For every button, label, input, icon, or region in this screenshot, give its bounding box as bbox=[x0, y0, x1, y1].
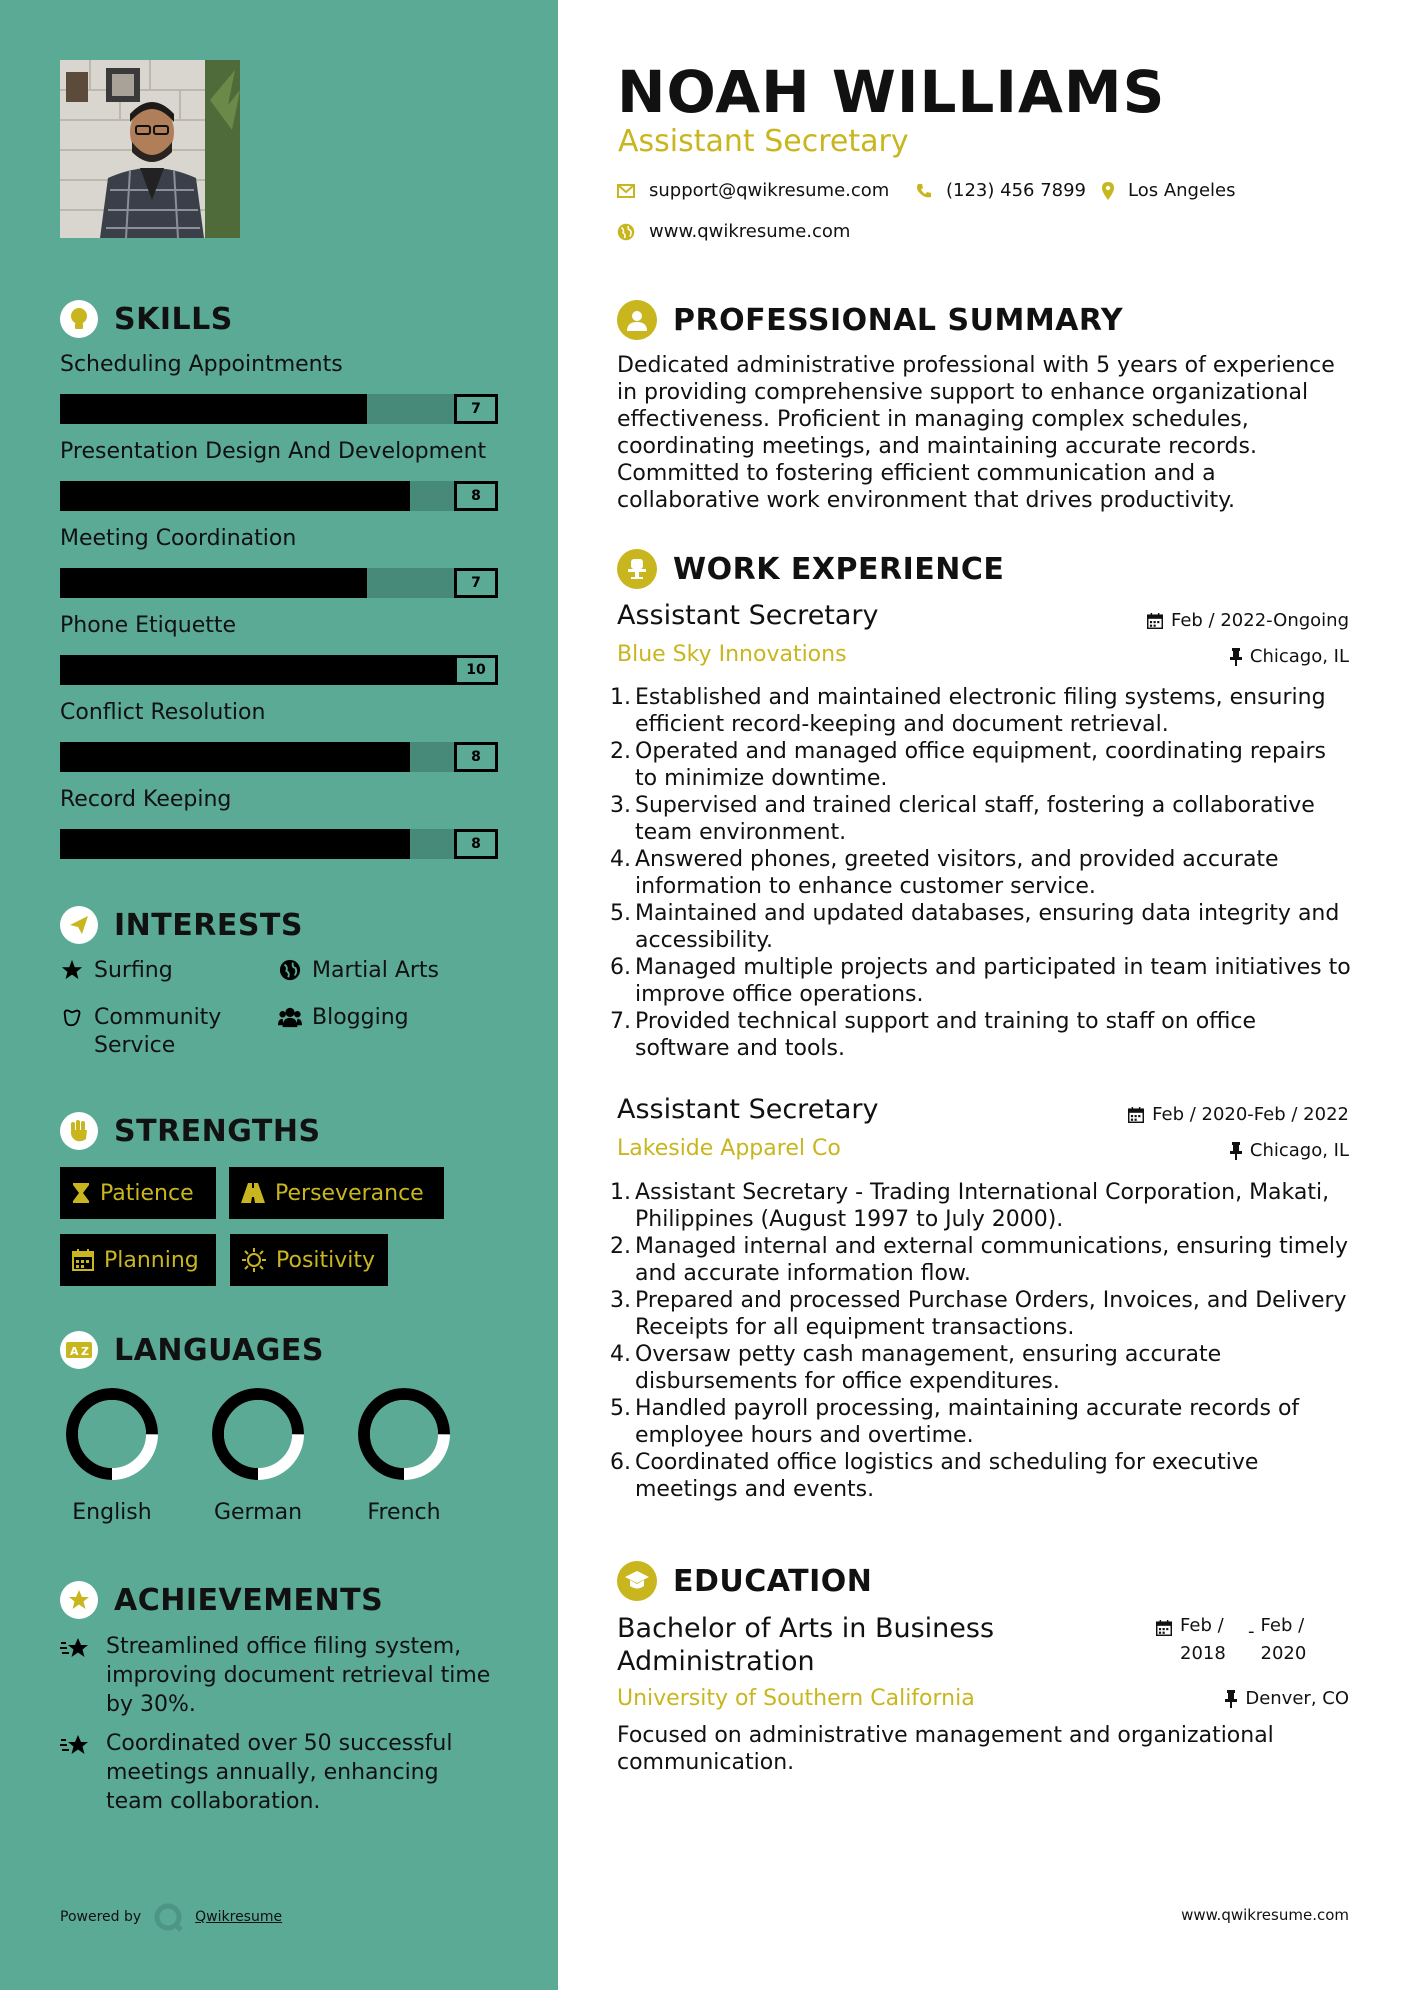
pushpin-icon bbox=[1225, 1690, 1237, 1708]
footer-website[interactable]: www.qwikresume.com bbox=[1181, 1906, 1349, 1924]
skills-heading bbox=[60, 300, 233, 338]
skill-level: 10 bbox=[454, 655, 498, 685]
users-icon bbox=[278, 1004, 302, 1028]
skill-level: 8 bbox=[454, 481, 498, 511]
skill-name: Conflict Resolution bbox=[60, 700, 266, 725]
qwikresume-logo-icon bbox=[153, 1902, 183, 1932]
language-ring-center bbox=[224, 1400, 292, 1468]
skill-item bbox=[60, 524, 498, 598]
strength-badge bbox=[230, 1234, 388, 1286]
job-bullet-text: Established and maintained electronic filing systems, ensuring efficient record-keeping and document retrieval. bbox=[635, 685, 1326, 737]
strength-label: Planning bbox=[104, 1247, 199, 1273]
achievement-item bbox=[60, 1632, 500, 1719]
job-bullet-text: Provided technical support and training to staff on office software and tools. bbox=[635, 1009, 1257, 1061]
translate-icon bbox=[60, 1331, 98, 1369]
job-date-text: Feb / 2020-Feb / 2022 bbox=[1152, 1104, 1349, 1125]
skill-name: Scheduling Appointments bbox=[60, 352, 343, 377]
skill-bar bbox=[60, 481, 498, 511]
interest-item bbox=[60, 1004, 260, 1060]
skill-item bbox=[60, 437, 498, 511]
education-title: EDUCATION bbox=[673, 1563, 873, 1599]
achievement-text: Streamlined office filing system, improving document retrieval time by 30%. bbox=[106, 1634, 491, 1717]
job-location-text: Chicago, IL bbox=[1249, 1140, 1349, 1161]
road-icon bbox=[241, 1183, 265, 1203]
language-ring bbox=[210, 1386, 306, 1482]
job-bullet: 5. Handled payroll processing, maintaining accurate records of employee hours and overtime. bbox=[610, 1395, 1355, 1449]
language-name: French bbox=[367, 1500, 441, 1525]
job-location bbox=[1230, 646, 1349, 667]
language-ring bbox=[64, 1386, 160, 1482]
interests-heading bbox=[60, 906, 303, 944]
education-end-year: 2020 bbox=[1260, 1643, 1307, 1664]
candidate-name: NOAH WILLIAMS bbox=[617, 58, 1166, 126]
skill-item bbox=[60, 785, 498, 859]
job-bullet: 4. Answered phones, greeted visitors, and provided accurate information to enhance customer service. bbox=[610, 846, 1355, 900]
skill-item bbox=[60, 611, 498, 685]
job-bullet: 2. Managed internal and external communications, ensuring timely and accurate information flow. bbox=[610, 1233, 1355, 1287]
profile-photo bbox=[60, 60, 240, 238]
skill-bar bbox=[60, 829, 498, 859]
job-bullet: 2. Operated and managed office equipment, coordinating repairs to minimize downtime. bbox=[610, 738, 1355, 792]
job-date bbox=[1147, 610, 1349, 631]
education-end-month: Feb / bbox=[1260, 1615, 1305, 1636]
fist-icon bbox=[60, 1112, 98, 1150]
interest-item bbox=[278, 1004, 409, 1032]
job-bullet: 4. Oversaw petty cash management, ensuring accurate disbursements for office expenditures. bbox=[610, 1341, 1355, 1395]
job-bullet-text: Answered phones, greeted visitors, and provided accurate information to enhance customer service. bbox=[635, 847, 1279, 899]
job-bullet: 5. Maintained and updated databases, ensuring data integrity and accessibility. bbox=[610, 900, 1355, 954]
job-bullets bbox=[610, 1179, 1355, 1503]
job-bullet: 1. Assistant Secretary - Trading International Corporation, Makati, Philippines (August 1997 to July 2000). bbox=[610, 1179, 1355, 1233]
skill-bar-fill bbox=[60, 742, 410, 772]
job-bullet-text: Operated and managed office equipment, coordinating repairs to minimize downtime. bbox=[635, 739, 1327, 791]
job-bullet: 6. Coordinated office logistics and scheduling for executive meetings and events. bbox=[610, 1449, 1355, 1503]
job-bullet: 7. Provided technical support and training to staff on office software and tools. bbox=[610, 1008, 1355, 1062]
achievement-text: Coordinated over 50 successful meetings annually, enhancing team collaboration. bbox=[106, 1731, 453, 1814]
education-description: Focused on administrative management and organizational communication. bbox=[617, 1723, 1274, 1775]
phone-icon bbox=[916, 183, 932, 199]
language-name: English bbox=[72, 1500, 152, 1525]
globe-icon bbox=[278, 957, 302, 981]
skill-name: Record Keeping bbox=[60, 787, 232, 812]
job-bullet-text: Managed internal and external communications, ensuring timely and accurate information flow. bbox=[635, 1234, 1349, 1286]
skill-bar-fill bbox=[60, 655, 498, 685]
skill-bar bbox=[60, 742, 498, 772]
paper-plane-icon bbox=[60, 906, 98, 944]
languages-heading bbox=[60, 1331, 324, 1369]
skill-level: 7 bbox=[454, 568, 498, 598]
envelope-icon bbox=[617, 184, 635, 198]
calendar-icon bbox=[1128, 1107, 1144, 1123]
summary-heading bbox=[617, 300, 1123, 340]
calendar-icon bbox=[72, 1249, 94, 1271]
sidebar bbox=[0, 0, 558, 1990]
language-ring bbox=[356, 1386, 452, 1482]
star-badge-icon bbox=[60, 1581, 98, 1619]
pushpin-icon bbox=[1230, 1142, 1242, 1160]
star-icon bbox=[60, 957, 84, 981]
job-bullet: 1. Established and maintained electronic filing systems, ensuring efficient record-keeping and document retrieval. bbox=[610, 684, 1355, 738]
skill-bar bbox=[60, 655, 498, 685]
skill-level: 8 bbox=[454, 742, 498, 772]
skill-bar-fill bbox=[60, 829, 410, 859]
skill-level: 7 bbox=[454, 394, 498, 424]
interest-label: Blogging bbox=[312, 1005, 409, 1030]
interest-item bbox=[60, 957, 173, 985]
job-company: Blue Sky Innovations bbox=[617, 642, 847, 667]
interest-label: Surfing bbox=[94, 958, 173, 983]
job-bullet: 3. Supervised and trained clerical staff, fostering a collaborative team environment. bbox=[610, 792, 1355, 846]
experience-title: WORK EXPERIENCE bbox=[673, 551, 1005, 587]
strengths-title: STRENGTHS bbox=[114, 1113, 321, 1149]
sun-icon bbox=[242, 1248, 266, 1272]
job-title: Assistant Secretary bbox=[617, 600, 879, 631]
job-location bbox=[1230, 1140, 1349, 1161]
education-location-text: Denver, CO bbox=[1245, 1688, 1349, 1709]
skill-bar-fill bbox=[60, 394, 367, 424]
location-text: Los Angeles bbox=[1128, 180, 1236, 201]
email-text: support@qwikresume.com bbox=[649, 180, 890, 201]
globe-icon bbox=[617, 223, 635, 241]
phone-text: (123) 456 7899 bbox=[946, 180, 1087, 201]
skill-name: Phone Etiquette bbox=[60, 613, 237, 638]
contact-website[interactable] bbox=[617, 221, 850, 242]
experience-heading bbox=[617, 549, 1004, 589]
svg-text:Z: Z bbox=[81, 1345, 89, 1358]
summary-title: PROFESSIONAL SUMMARY bbox=[673, 302, 1124, 338]
job-location-text: Chicago, IL bbox=[1249, 646, 1349, 667]
strength-label: Positivity bbox=[276, 1247, 376, 1273]
interest-label: Martial Arts bbox=[312, 958, 440, 983]
education-start-month: Feb / bbox=[1180, 1615, 1224, 1636]
skill-bar-fill bbox=[60, 568, 367, 598]
graduation-cap-icon bbox=[617, 1561, 657, 1601]
language-ring-center bbox=[370, 1400, 438, 1468]
interest-item bbox=[278, 957, 439, 985]
job-date bbox=[1128, 1104, 1349, 1125]
contact-location bbox=[1102, 180, 1236, 201]
job-bullet-text: Coordinated office logistics and scheduling for executive meetings and events. bbox=[635, 1450, 1259, 1502]
skill-item bbox=[60, 350, 498, 424]
strength-badge bbox=[229, 1167, 444, 1219]
hand-icon bbox=[60, 1004, 84, 1028]
job-bullet: 3. Prepared and processed Purchase Orders, Invoices, and Delivery Receipts for all equipment transactions. bbox=[610, 1287, 1355, 1341]
strength-label: Perseverance bbox=[275, 1180, 424, 1206]
skill-name: Presentation Design And Development bbox=[60, 439, 487, 464]
shooting-star-icon bbox=[60, 1729, 94, 1763]
language-name: German bbox=[213, 1500, 303, 1525]
job-bullet-text: Supervised and trained clerical staff, fostering a collaborative team environment. bbox=[635, 793, 1315, 845]
qwikresume-link[interactable]: Qwikresume bbox=[195, 1909, 283, 1925]
shooting-star-icon bbox=[60, 1632, 94, 1666]
powered-by bbox=[60, 1902, 282, 1932]
job-bullet-text: Prepared and processed Purchase Orders, Invoices, and Delivery Receipts for all equipment transactions. bbox=[635, 1288, 1347, 1340]
skill-name: Meeting Coordination bbox=[60, 526, 297, 551]
briefcase-icon bbox=[617, 549, 657, 589]
job-bullet-text: Maintained and updated databases, ensuring data integrity and accessibility. bbox=[635, 901, 1340, 953]
hourglass-icon bbox=[72, 1182, 90, 1204]
achievements-title: ACHIEVEMENTS bbox=[114, 1582, 384, 1618]
job-bullets bbox=[610, 684, 1355, 1062]
education-degree: Bachelor of Arts in Business Administration bbox=[617, 1613, 995, 1677]
education-start-year: 2018 bbox=[1180, 1643, 1226, 1664]
candidate-role: Assistant Secretary bbox=[618, 124, 909, 159]
svg-text:A: A bbox=[70, 1345, 79, 1358]
skills-title: SKILLS bbox=[114, 301, 233, 337]
powered-by-label: Powered by bbox=[60, 1909, 142, 1925]
languages-title: LANGUAGES bbox=[114, 1332, 324, 1368]
job-bullet-text: Managed multiple projects and participated in team initiatives to improve office operations. bbox=[635, 955, 1351, 1007]
strength-label: Patience bbox=[100, 1180, 194, 1206]
pushpin-icon bbox=[1230, 648, 1242, 666]
strength-badge bbox=[60, 1234, 216, 1286]
education-end bbox=[1261, 1612, 1307, 1668]
job-bullet-text: Assistant Secretary - Trading International Corporation, Makati, Philippines (August 1997 to July 2000). bbox=[635, 1180, 1330, 1232]
lightbulb-icon bbox=[60, 300, 98, 338]
job-date-text: Feb / 2022-Ongoing bbox=[1170, 610, 1349, 631]
job-bullet: 6. Managed multiple projects and participated in team initiatives to improve office operations. bbox=[610, 954, 1355, 1008]
contact-phone[interactable] bbox=[916, 180, 1086, 201]
calendar-icon bbox=[1147, 613, 1163, 629]
map-marker-icon bbox=[1102, 182, 1114, 200]
interests-title: INTERESTS bbox=[114, 907, 303, 943]
achievements-heading bbox=[60, 1581, 383, 1619]
skill-bar-fill bbox=[60, 481, 410, 511]
interest-label: Community Service bbox=[94, 1005, 222, 1058]
strengths-heading bbox=[60, 1112, 321, 1150]
education-school: University of Southern California bbox=[617, 1686, 975, 1711]
job-bullet-text: Oversaw petty cash management, ensuring accurate disbursements for office expenditures. bbox=[635, 1342, 1222, 1394]
summary-text: Dedicated administrative professional with 5 years of experience in providing comprehensive support to enhance organizational effectiveness. Proficient in managing complex schedules, coordinating meetings, and maintaining accurate records. Committed to fostering efficient communication and a collaborative work environment that drives productivity. bbox=[617, 353, 1335, 513]
job-title: Assistant Secretary bbox=[617, 1094, 879, 1125]
calendar-icon bbox=[1156, 1612, 1172, 1668]
job-bullet-text: Handled payroll processing, maintaining accurate records of employee hours and overtime. bbox=[635, 1396, 1300, 1448]
education-heading bbox=[617, 1561, 872, 1601]
education-start bbox=[1180, 1612, 1242, 1668]
job-company: Lakeside Apparel Co bbox=[617, 1136, 841, 1161]
strength-badge bbox=[60, 1167, 216, 1219]
language-ring-center bbox=[78, 1400, 146, 1468]
skill-bar bbox=[60, 394, 498, 424]
education-dates bbox=[1156, 1612, 1306, 1668]
skill-bar bbox=[60, 568, 498, 598]
contact-email[interactable] bbox=[617, 180, 889, 201]
skill-item bbox=[60, 698, 498, 772]
skill-level: 8 bbox=[454, 829, 498, 859]
achievement-item bbox=[60, 1729, 500, 1816]
date-separator: - bbox=[1248, 1621, 1255, 1642]
user-icon bbox=[617, 300, 657, 340]
education-location bbox=[1225, 1688, 1349, 1709]
website-text: www.qwikresume.com bbox=[649, 221, 851, 242]
